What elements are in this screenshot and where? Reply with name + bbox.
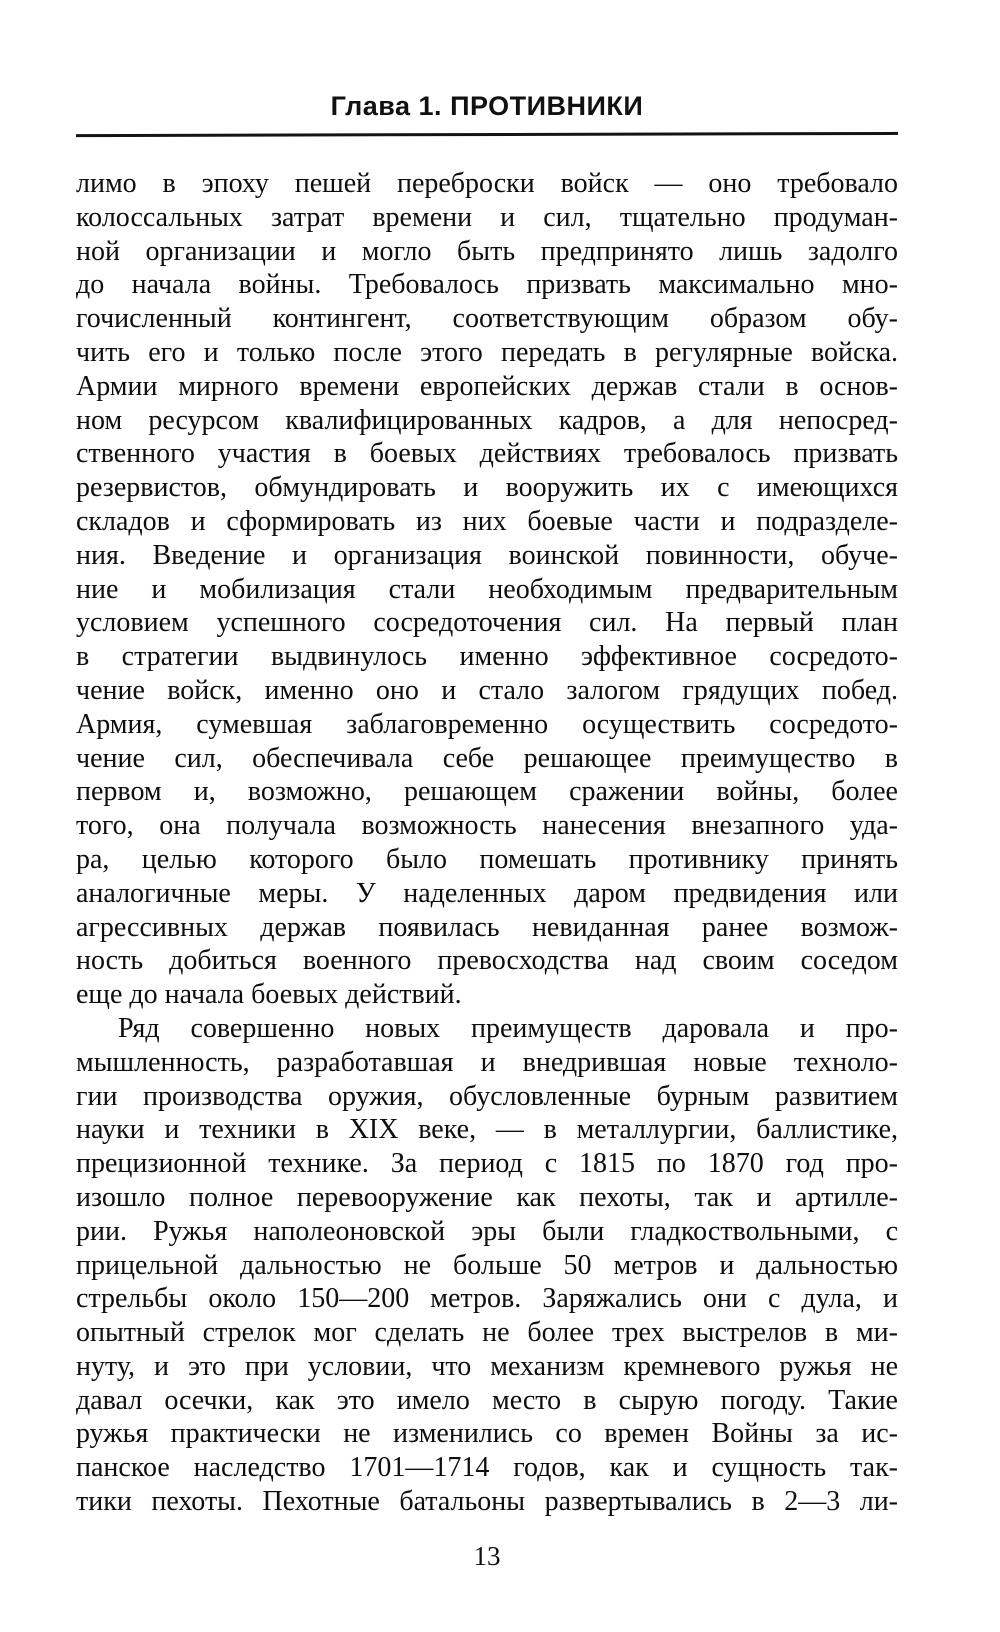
text-line: еще до начала боевых действий. [76,979,462,1011]
text-line: ния. Введение и организация воинской повинности, обуче- [76,539,898,571]
text-line: прецизионной технике. За период с 1815 по 1870 год про- [76,1148,898,1180]
page-number: 13 [473,1541,501,1571]
text-line: чение войск, именно оно и стало залогом грядущих побед. [76,674,898,706]
text-line: Армии мирного времени европейских держав стали в основ- [76,370,898,402]
chapter-title: Глава 1. ПРОТИВНИКИ [330,91,644,121]
text-line: того, она получала возможность нанесения внезапного уда- [76,810,898,842]
text-line: чение сил, обеспечивала себе решающее преимущество в [76,742,898,774]
text-line: в стратегии выдвинулось именно эффективное сосредото- [76,641,898,673]
text-line: Армия, сумевшая заблаговременно осуществить сосредото- [76,708,898,740]
text-line: складов и сформировать из них боевые части и подразделе- [76,505,898,537]
text-line: чить его и только после этого передать в регулярные войска. [76,336,898,368]
body-text [76,167,898,1519]
text-line: Ряд совершенно новых преимуществ даровала и про- [118,1012,898,1044]
text-line: колоссальных затрат времени и сил, тщательно продуман- [76,201,898,233]
text-line: первом и, возможно, решающем сражении войны, более [76,776,898,808]
text-line: лимо в эпоху пешей переброски войск — оно требовало [76,168,898,199]
text-line: ном ресурсом квалифицированных кадров, а для непосред- [76,404,898,436]
text-line: ственного участия в боевых действиях требовалось призвать [76,438,898,470]
text-line: до начала войны. Требовалось призвать максимально мно- [76,269,898,301]
text-line: агрессивных держав появилась невиданная ранее возмож- [76,911,898,943]
text-line: ность добиться военного превосходства над своим соседом [76,945,898,977]
text-line: гочисленный контингент, соответствующим образом обу- [76,303,898,335]
header-rule [76,132,898,137]
text-line: прицельной дальностью не больше 50 метров и дальностью [76,1249,898,1281]
text-line: ружья практически не изменились со времен Войны за ис- [76,1418,898,1450]
text-line: аналогичные меры. У наделенных даром предвидения или [76,877,898,909]
text-line: давал осечки, как это имело место в сырую погоду. Такие [76,1384,898,1416]
text-line: нуту, и это при условии, что механизм кремневого ружья не [76,1350,898,1382]
text-line: резервистов, обмундировать и вооружить их с имеющихся [76,472,898,504]
text-line: панское наследство 1701—1714 годов, как и сущность так- [76,1452,898,1484]
text-line: ной организации и могло быть предпринято лишь задолго [76,235,898,267]
text-line: мышленность, разработавшая и внедрившая новые техноло- [76,1046,898,1078]
text-line: ра, целью которого было помешать противнику принять [76,843,898,875]
text-line: условием успешного сосредоточения сил. На первый план [76,607,898,639]
text-line: стрельбы около 150—200 метров. Заряжались они с дула, и [76,1283,898,1315]
text-line: науки и техники в XIX веке, — в металлургии, баллистике, [76,1114,898,1146]
text-line: ние и мобилизация стали необходимым предварительным [76,573,898,605]
text-line: тики пехоты. Пехотные батальоны развертывались в 2—3 ли- [76,1486,898,1518]
text-line: опытный стрелок мог сделать не более трех выстрелов в ми- [76,1317,898,1349]
text-line: изошло полное перевооружение как пехоты, так и артилле- [76,1181,898,1213]
text-line: рии. Ружья наполеоновской эры были гладкоствольными, с [76,1215,898,1247]
text-column [76,0,898,1519]
text-line: гии производства оружия, обусловленные бурным развитием [76,1080,898,1112]
